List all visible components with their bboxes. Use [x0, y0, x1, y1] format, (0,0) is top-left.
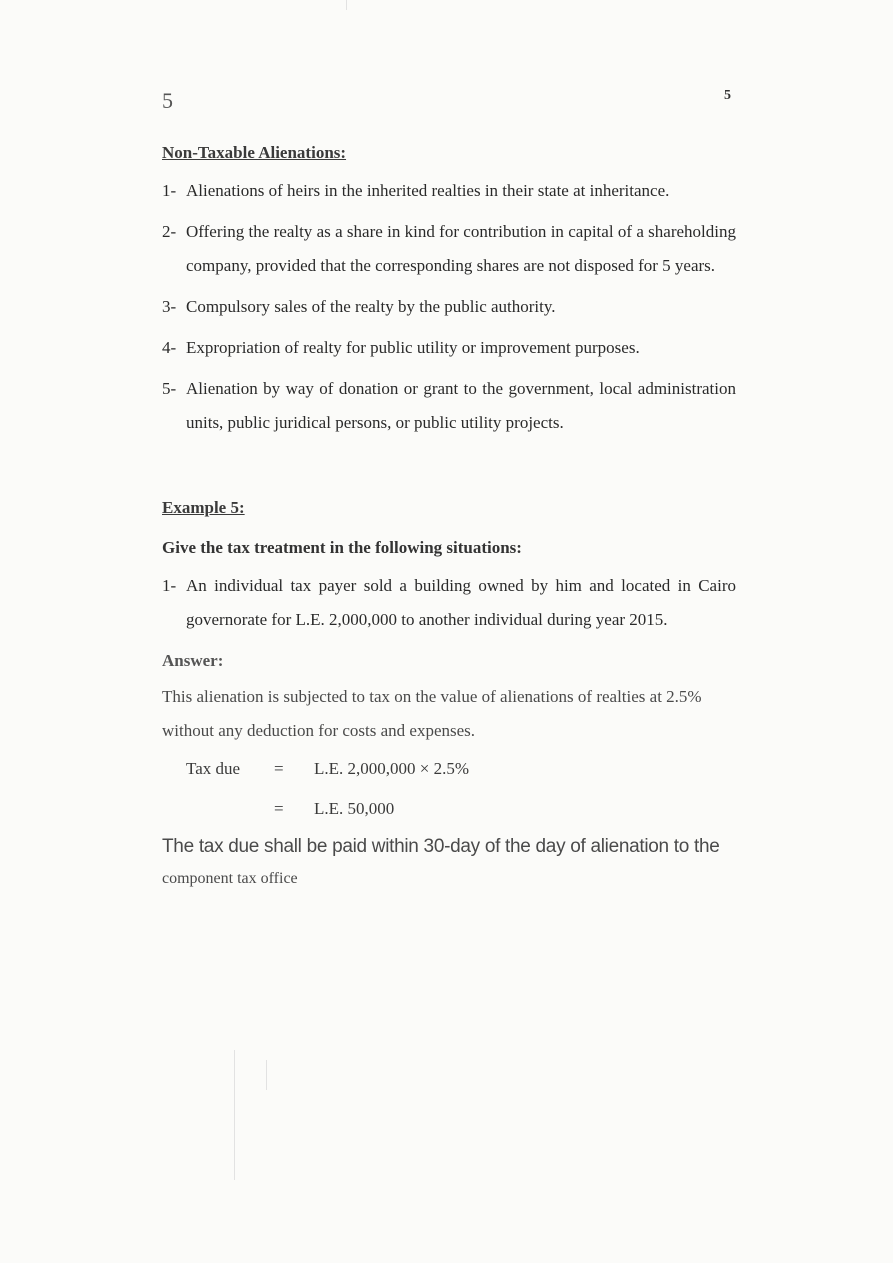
list-item — [162, 569, 736, 637]
answer-text: This alienation is subjected to tax on the value of alienations of realties at 2.5% without any deduction for costs and expenses. — [162, 687, 702, 740]
example-instruction: Give the tax treatment in the following situations: — [162, 538, 522, 557]
list-item-number: 2- — [162, 222, 177, 241]
closing-line-1: The tax due shall be paid within 30-day of the day of alienation to the — [162, 836, 720, 857]
list-item-number: 1- — [162, 576, 177, 595]
list-item-text: Alienations of heirs in the inherited realties in their state at inheritance. — [186, 181, 670, 200]
answer-label: Answer: — [162, 651, 224, 670]
tax-calculation — [162, 752, 736, 826]
list-item — [162, 331, 736, 365]
list-item-text: Expropriation of realty for public utility or improvement purposes. — [186, 338, 640, 357]
closing-line-2: component tax office — [162, 870, 298, 887]
list-item-number: 3- — [162, 297, 177, 316]
example-list — [162, 569, 736, 637]
list-item — [162, 174, 736, 208]
scan-artifact-line — [234, 1050, 235, 1180]
list-item-text: Alienation by way of donation or grant to the government, local administration units, public juridical persons, or public utility projects. — [186, 379, 736, 432]
scan-artifact-line — [346, 0, 347, 10]
calc-value: L.E. 2,000,000 × 2.5% — [314, 759, 470, 778]
document-body — [162, 136, 736, 896]
section-spacer — [162, 447, 736, 491]
calc-label: Tax due — [186, 759, 241, 778]
non-taxable-list — [162, 174, 736, 440]
page-number-right: 5 — [724, 88, 731, 103]
calc-value: L.E. 50,000 — [314, 799, 395, 818]
example-heading: Example 5: — [162, 498, 245, 517]
list-item-text: Compulsory sales of the realty by the public authority. — [186, 297, 556, 316]
non-taxable-heading: Non-Taxable Alienations: — [162, 143, 347, 162]
list-item-number: 5- — [162, 379, 177, 398]
calc-label — [186, 792, 274, 826]
scan-artifact-line — [266, 1060, 267, 1090]
calc-operator: = — [274, 759, 284, 778]
list-item-text: An individual tax payer sold a building owned by him and located in Cairo governorate for L.E. 2,000,000 to another individual during year 2015. — [186, 576, 736, 629]
list-item — [162, 372, 736, 440]
list-item — [162, 215, 736, 283]
calc-operator: = — [274, 799, 284, 818]
page-number-left: 5 — [162, 88, 173, 113]
list-item-number: 4- — [162, 338, 177, 357]
list-item — [162, 290, 736, 324]
list-item-text: Offering the realty as a share in kind for contribution in capital of a shareholding company, provided that the corresponding shares are not disposed for 5 years. — [186, 222, 736, 275]
list-item-number: 1- — [162, 181, 177, 200]
